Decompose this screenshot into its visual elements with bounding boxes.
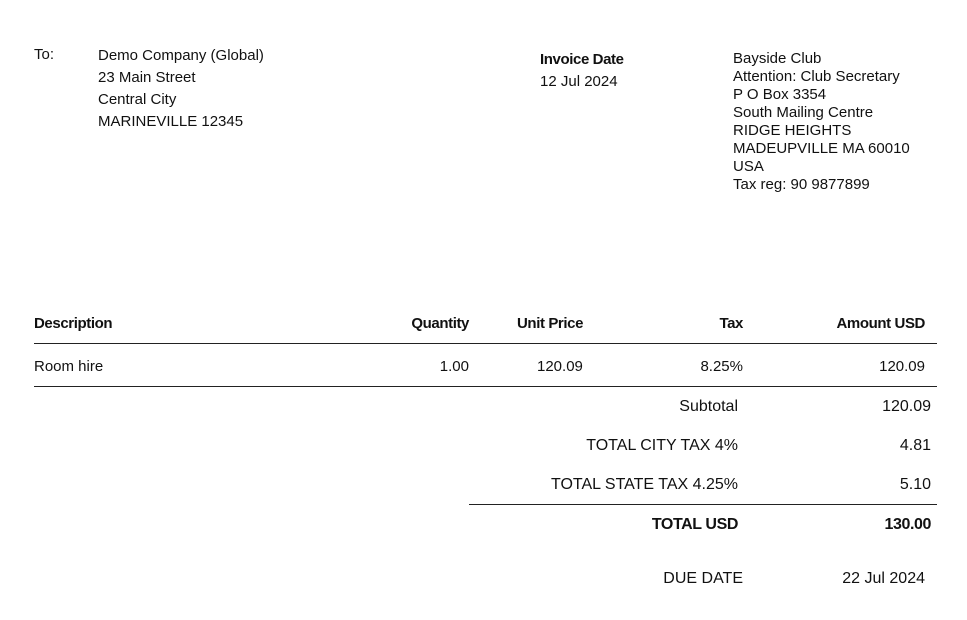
from-line: Bayside Club: [733, 50, 822, 67]
row-divider: [34, 386, 937, 387]
header-unit-price: Unit Price: [517, 315, 584, 332]
row-tax: 8.25%: [700, 358, 743, 375]
subtotal-value: 120.09: [882, 398, 931, 415]
to-line: Central City: [98, 91, 177, 108]
state-tax-label: TOTAL STATE TAX 4.25%: [550, 476, 738, 493]
to-address: [98, 45, 264, 133]
to-line: MARINEVILLE 12345: [98, 113, 244, 130]
from-line: Attention: Club Secretary: [733, 68, 900, 85]
to-line: 23 Main Street: [98, 69, 196, 86]
total-value: 130.00: [884, 516, 931, 533]
from-line: South Mailing Centre: [733, 104, 874, 121]
city-tax-label: TOTAL CITY TAX 4%: [586, 437, 738, 454]
state-tax-value: 5.10: [899, 476, 931, 493]
from-line: RIDGE HEIGHTS: [733, 122, 852, 139]
to-label: To:: [34, 46, 55, 63]
to-line: Demo Company (Global): [98, 47, 264, 64]
row-unit-price: 120.09: [537, 358, 583, 375]
city-tax-value: 4.81: [899, 437, 931, 454]
header-amount: Amount USD: [836, 315, 925, 332]
header-quantity: Quantity: [411, 315, 469, 332]
row-amount: 120.09: [879, 358, 925, 375]
total-divider: [469, 504, 937, 505]
from-line: P O Box 3354: [733, 86, 827, 103]
row-description: Room hire: [34, 358, 104, 375]
due-date-label: DUE DATE: [663, 570, 743, 587]
header-tax: Tax: [719, 315, 743, 332]
from-line: Tax reg: 90 9877899: [733, 176, 870, 193]
header-description: Description: [34, 315, 113, 332]
subtotal-label: Subtotal: [679, 398, 738, 415]
invoice-date-value: 12 Jul 2024: [540, 73, 618, 90]
invoice-date-label: Invoice Date: [540, 51, 624, 68]
from-address: [733, 50, 910, 194]
from-line: MADEUPVILLE MA 60010: [733, 140, 910, 157]
due-date-value: 22 Jul 2024: [842, 570, 925, 587]
header-divider: [34, 343, 937, 344]
from-line: USA: [733, 158, 764, 175]
total-label: TOTAL USD: [651, 516, 738, 533]
row-quantity: 1.00: [439, 358, 469, 375]
